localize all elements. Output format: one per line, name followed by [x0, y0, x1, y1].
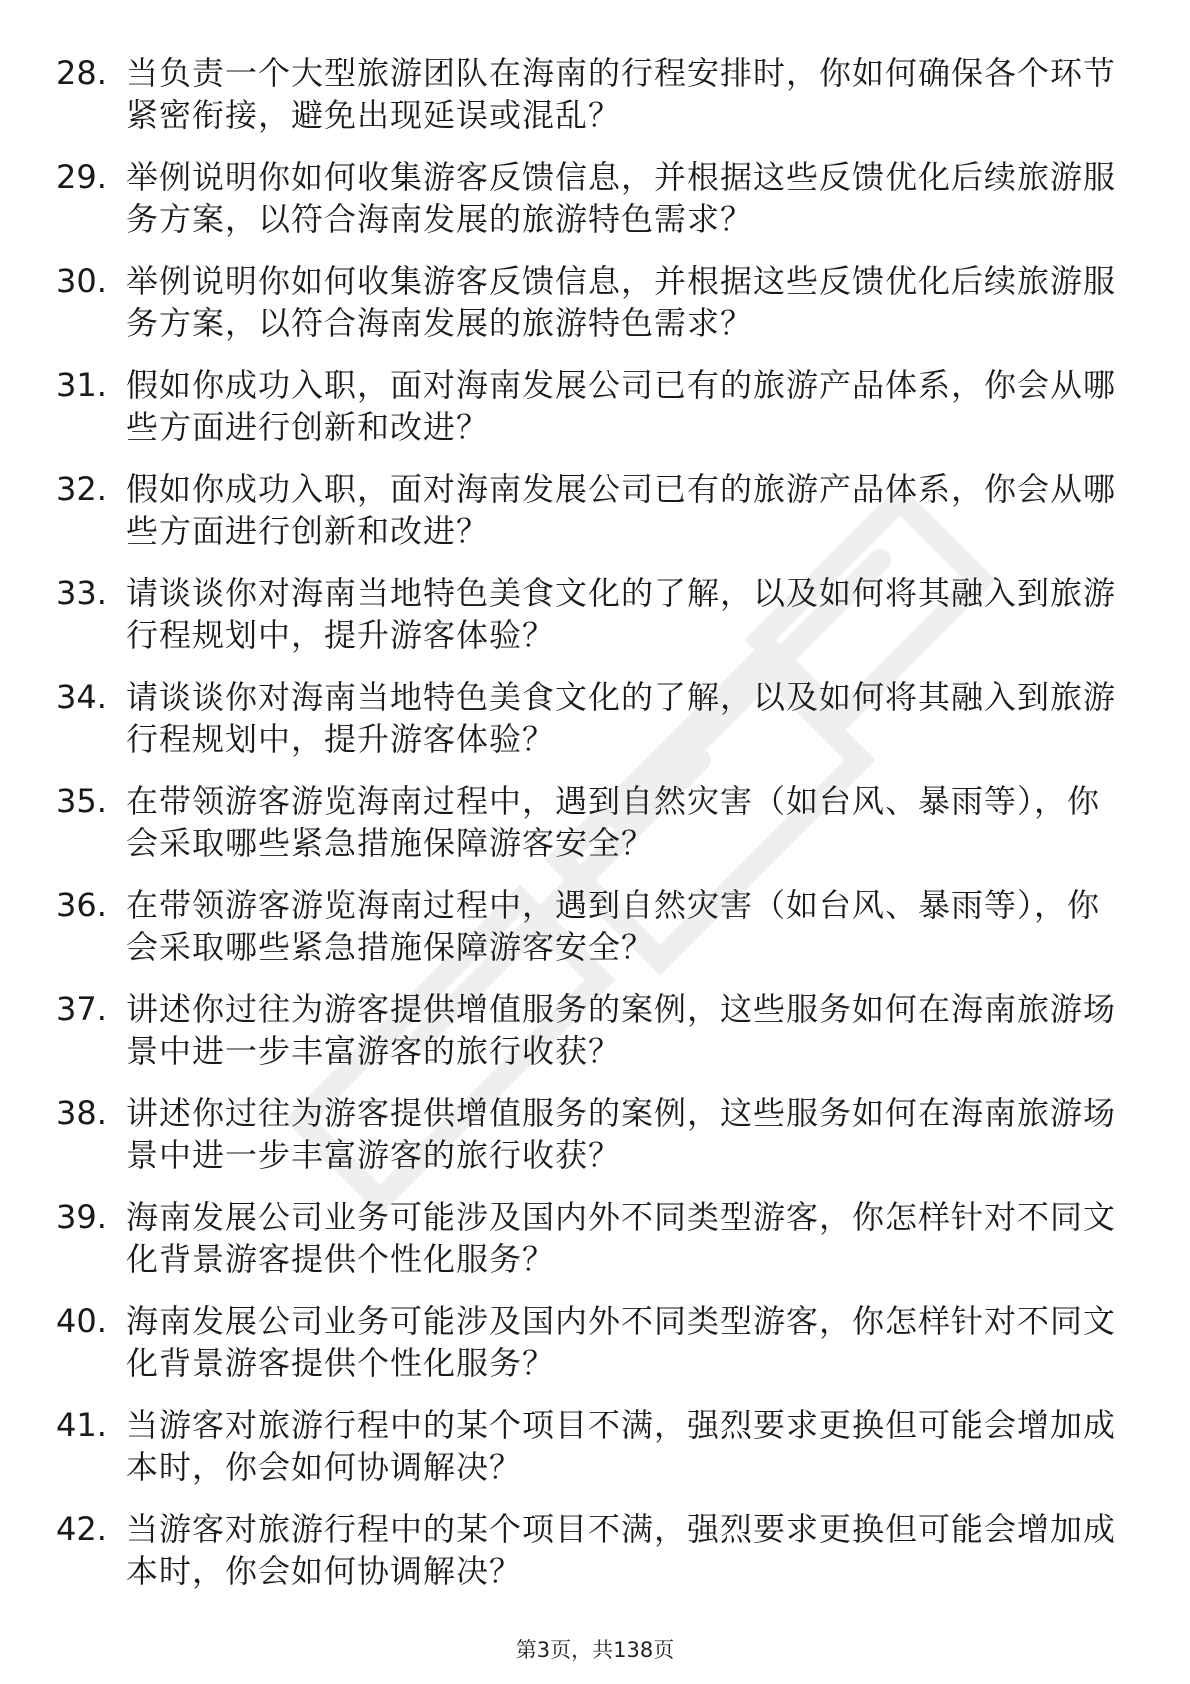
- question-number: 30.: [56, 262, 107, 300]
- question-number: 31.: [56, 366, 107, 404]
- question-number: 38.: [56, 1094, 107, 1132]
- question-number: 33.: [56, 574, 107, 612]
- question-item: [56, 156, 1116, 260]
- question-item: [56, 676, 1116, 780]
- question-text: 举例说明你如何收集游客反馈信息，并根据这些反馈优化后续旅游服务方案，以符合海南发展的旅游特色需求？: [126, 262, 1117, 342]
- question-item: [56, 52, 1116, 156]
- page-footer: 第3页，共138页: [515, 1638, 675, 1662]
- question-number: 28.: [56, 54, 107, 92]
- question-item: [56, 780, 1116, 884]
- question-text: 当负责一个大型旅游团队在海南的行程安排时，你如何确保各个环节紧密衔接，避免出现延误或混乱？: [126, 54, 1117, 134]
- question-text: 假如你成功入职，面对海南发展公司已有的旅游产品体系，你会从哪些方面进行创新和改进？: [126, 470, 1117, 550]
- question-number: 39.: [56, 1198, 107, 1236]
- question-text: 讲述你过往为游客提供增值服务的案例，这些服务如何在海南旅游场景中进一步丰富游客的旅行收获？: [126, 990, 1117, 1070]
- question-item: [56, 572, 1116, 676]
- question-number: 32.: [56, 470, 107, 508]
- question-number: 29.: [56, 158, 107, 196]
- question-number: 34.: [56, 678, 107, 716]
- question-text: 讲述你过往为游客提供增值服务的案例，这些服务如何在海南旅游场景中进一步丰富游客的旅行收获？: [126, 1094, 1117, 1174]
- question-number: 41.: [56, 1406, 107, 1444]
- question-number: 42.: [56, 1510, 107, 1548]
- question-item: [56, 1300, 1116, 1404]
- question-number: 36.: [56, 886, 107, 924]
- question-text: 假如你成功入职，面对海南发展公司已有的旅游产品体系，你会从哪些方面进行创新和改进？: [126, 366, 1117, 446]
- question-list: [56, 52, 1116, 1612]
- question-text: 举例说明你如何收集游客反馈信息，并根据这些反馈优化后续旅游服务方案，以符合海南发展的旅游特色需求？: [126, 158, 1117, 238]
- question-item: [56, 364, 1116, 468]
- question-number: 40.: [56, 1302, 107, 1340]
- question-text: 在带领游客游览海南过程中，遇到自然灾害（如台风、暴雨等），你会采取哪些紧急措施保障游客安全？: [126, 886, 1101, 966]
- question-item: [56, 1508, 1116, 1612]
- question-text: 请谈谈你对海南当地特色美食文化的了解，以及如何将其融入到旅游行程规划中，提升游客体验？: [126, 574, 1117, 654]
- question-item: [56, 884, 1116, 988]
- question-item: [56, 260, 1116, 364]
- question-text: 海南发展公司业务可能涉及国内外不同类型游客，你怎样针对不同文化背景游客提供个性化服务？: [126, 1302, 1117, 1382]
- question-item: [56, 1404, 1116, 1508]
- question-item: [56, 1196, 1116, 1300]
- question-text: 当游客对旅游行程中的某个项目不满，强烈要求更换但可能会增加成本时，你会如何协调解决？: [126, 1510, 1117, 1590]
- question-text: 在带领游客游览海南过程中，遇到自然灾害（如台风、暴雨等），你会采取哪些紧急措施保障游客安全？: [126, 782, 1101, 862]
- question-number: 35.: [56, 782, 107, 820]
- question-text: 海南发展公司业务可能涉及国内外不同类型游客，你怎样针对不同文化背景游客提供个性化服务？: [126, 1198, 1117, 1278]
- question-number: 37.: [56, 990, 107, 1028]
- question-item: [56, 468, 1116, 572]
- question-item: [56, 1092, 1116, 1196]
- question-item: [56, 988, 1116, 1092]
- question-text: 请谈谈你对海南当地特色美食文化的了解，以及如何将其融入到旅游行程规划中，提升游客体验？: [126, 678, 1117, 758]
- question-text: 当游客对旅游行程中的某个项目不满，强烈要求更换但可能会增加成本时，你会如何协调解决？: [126, 1406, 1117, 1486]
